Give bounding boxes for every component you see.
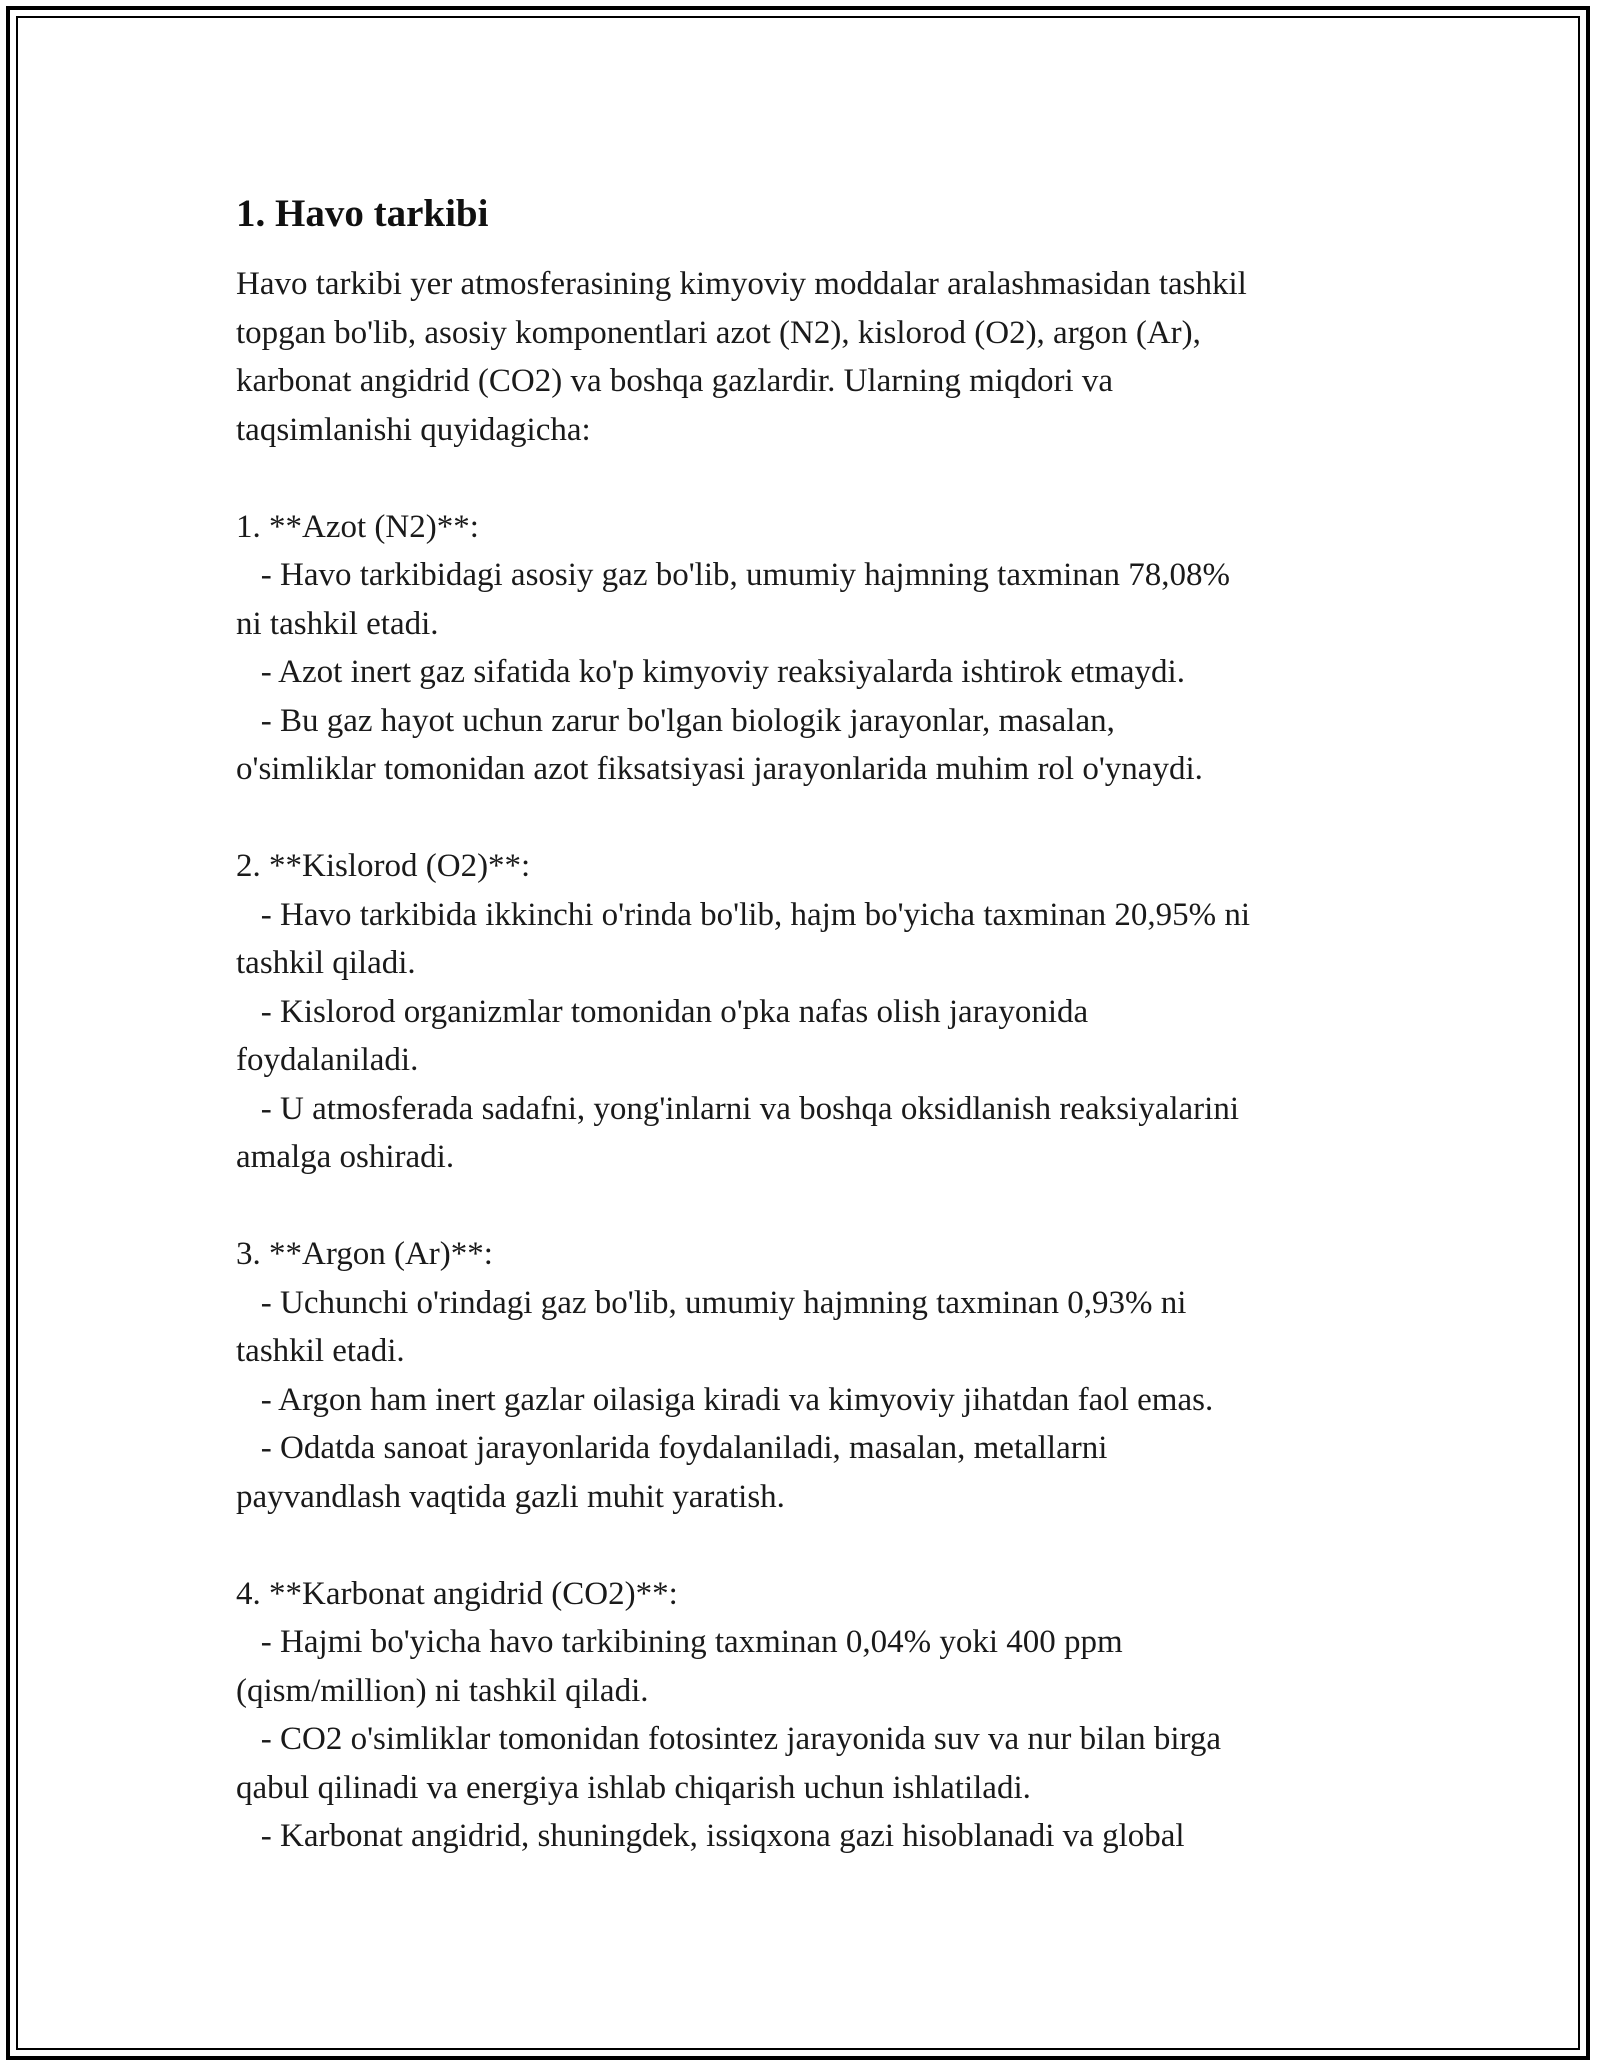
- text-line: - Havo tarkibida ikkinchi o'rinda bo'lib, hajm bo'yicha taxminan 20,95% ni: [236, 896, 1251, 933]
- text-line: 4. **Karbonat angidrid (CO2)**:: [236, 1575, 678, 1612]
- text-line: foydalaniladi.: [236, 1042, 419, 1078]
- text-line: tashkil etadi.: [236, 1333, 405, 1369]
- text-line: tashkil qiladi.: [236, 945, 416, 981]
- blank-line: [236, 794, 1386, 843]
- text-line: - CO2 o'simliklar tomonidan fotosintez jarayonida suv va nur bilan birga: [236, 1721, 1222, 1757]
- text-line: o'simliklar tomonidan azot fiksatsiyasi jarayonlarida muhim rol o'ynaydi.: [236, 751, 1203, 787]
- text-line: - Uchunchi o'rindagi gaz bo'lib, umumiy hajmning taxminan 0,93% ni: [236, 1284, 1187, 1321]
- blank-line: [236, 454, 1386, 503]
- text-line: - Azot inert gaz sifatida ko'p kimyoviy reaksiyalarda ishtirok etmaydi.: [236, 654, 1185, 690]
- text-line: (qism/million) ni tashkil qiladi.: [236, 1672, 649, 1709]
- text-line: taqsimlanishi quyidagicha:: [236, 411, 591, 448]
- text-line: - Bu gaz hayot uchun zarur bo'lgan biologik jarayonlar, masalan,: [236, 702, 1115, 739]
- text-line: payvandlash vaqtida gazli muhit yaratish.: [236, 1478, 785, 1515]
- text-line: - Kislorod organizmlar tomonidan o'pka nafas olish jarayonida: [236, 993, 1089, 1030]
- document-body: [236, 188, 1386, 1861]
- text-line: - Karbonat angidrid, shuningdek, issiqxona gazi hisoblanadi va global: [236, 1818, 1185, 1854]
- page-title: 1. Havo tarkibi: [236, 192, 489, 235]
- text-line: - Hajmi bo'yicha havo tarkibining taxminan 0,04% yoki 400 ppm: [236, 1624, 1123, 1660]
- text-line: 3. **Argon (Ar)**:: [236, 1236, 493, 1272]
- text-line: Havo tarkibi yer atmosferasining kimyoviy moddalar aralashmasidan tashkil: [236, 266, 1247, 302]
- text-line: - Odatda sanoat jarayonlarida foydalaniladi, masalan, metallarni: [236, 1430, 1108, 1466]
- text-line: - Argon ham inert gazlar oilasiga kiradi va kimyoviy jihatdan faol emas.: [236, 1381, 1214, 1418]
- text-line: 2. **Kislorod (O2)**:: [236, 848, 531, 884]
- text-line: - U atmosferada sadafni, yong'inlarni va boshqa oksidlanish reaksiyalarini: [236, 1090, 1240, 1127]
- text-line: qabul qilinadi va energiya ishlab chiqarish uchun ishlatiladi.: [236, 1769, 1031, 1806]
- blank-line: [236, 1521, 1386, 1570]
- text-line: topgan bo'lib, asosiy komponentlari azot (N2), kislorod (O2), argon (Ar),: [236, 314, 1201, 351]
- text-block: [236, 260, 1386, 1861]
- text-line: amalga oshiradi.: [236, 1139, 455, 1175]
- blank-line: [236, 1182, 1386, 1231]
- text-line: - Havo tarkibidagi asosiy gaz bo'lib, umumiy hajmning taxminan 78,08%: [236, 557, 1230, 593]
- text-line: ni tashkil etadi.: [236, 605, 439, 642]
- text-line: karbonat angidrid (CO2) va boshqa gazlardir. Ularning miqdori va: [236, 363, 1114, 399]
- text-line: 1. **Azot (N2)**:: [236, 508, 479, 545]
